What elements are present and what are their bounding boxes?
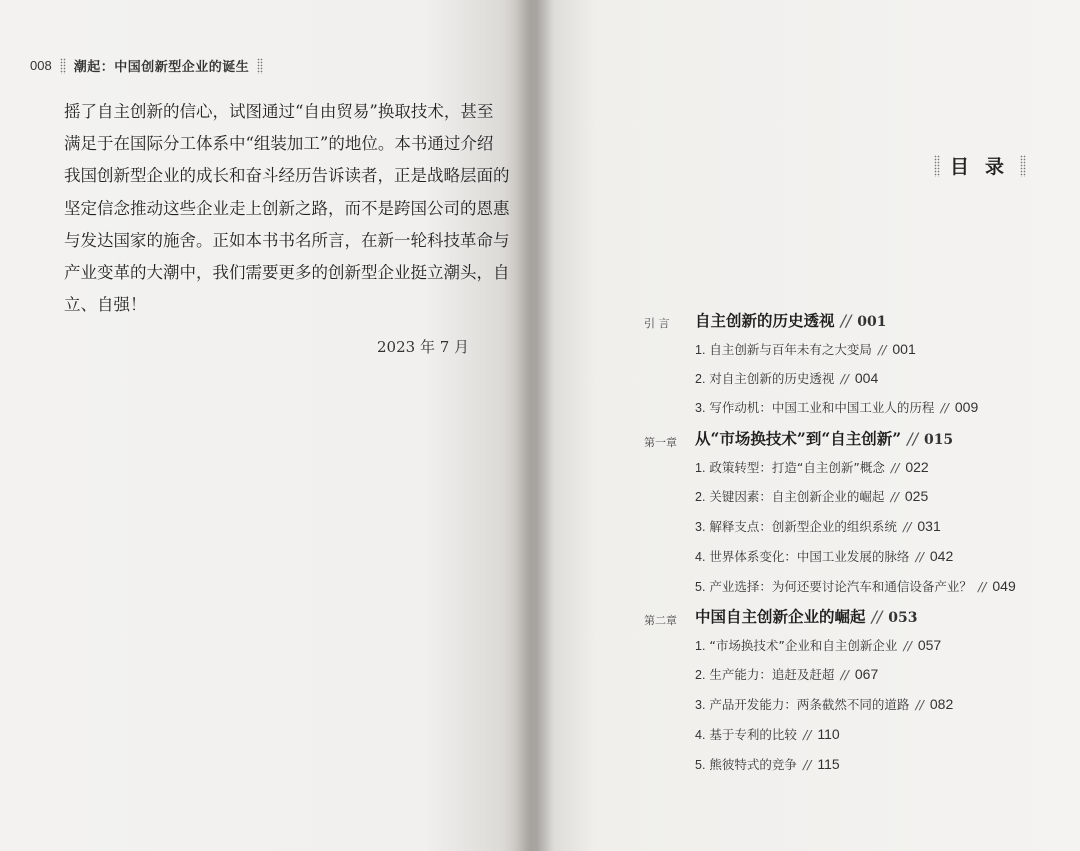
toc-section[interactable] [695, 398, 978, 416]
section-page: 110 [817, 726, 840, 742]
chapter-title: 中国自主创新企业的崛起 [695, 607, 866, 626]
section-title: 写作动机：中国工业和中国工业人的历程 [709, 400, 935, 415]
chapter-page: 001 [857, 314, 887, 330]
section-number: 3. [695, 401, 706, 415]
toc-section[interactable] [695, 755, 840, 773]
separator: // [890, 460, 900, 475]
separator: // [977, 579, 987, 594]
section-page: 082 [929, 696, 954, 712]
body-line: 坚定信念推动这些企业走上创新之路，而不是跨国公司的恩惠 [64, 198, 510, 218]
toc-section[interactable] [695, 695, 953, 713]
toc-section[interactable] [695, 458, 929, 476]
toc-chapter-2[interactable] [695, 605, 918, 627]
separator: // [802, 757, 812, 772]
section-title: 生产能力：追赶及赶超 [709, 667, 835, 682]
separator: // [840, 371, 849, 386]
chapter-2-label: 第二章 [644, 614, 677, 627]
section-title: 基于专利的比较 [709, 727, 797, 742]
body-line: 立、自强！ [64, 295, 147, 315]
body-line: 产业变革的大潮中，我们需要更多的创新型企业挺立潮头，自 [64, 263, 510, 283]
section-title: 自主创新与百年未有之大变局 [709, 342, 872, 357]
separator: // [915, 549, 924, 564]
section-number: 1. [695, 343, 706, 357]
section-page: 042 [929, 548, 954, 564]
toc-section[interactable] [695, 340, 916, 358]
body-line: 摇了自主创新的信心，试图通过“自由贸易”换取技术，甚至 [64, 102, 494, 121]
chapter-page: 015 [923, 432, 954, 448]
toc-section[interactable] [695, 547, 953, 565]
toc-section[interactable] [695, 636, 941, 654]
section-page: 049 [992, 578, 1016, 594]
toc-section[interactable] [695, 517, 941, 535]
section-page: 115 [817, 756, 840, 772]
section-page: 009 [954, 399, 979, 415]
body-line: 我国创新型企业的成长和奋斗经历告诉读者，正是战略层面的 [64, 166, 510, 186]
section-title: 产业选择：为何还要讨论汽车和通信设备产业？ [709, 579, 972, 594]
separator: // [840, 311, 852, 330]
toc-section[interactable] [695, 487, 928, 505]
section-page: 067 [854, 666, 879, 682]
section-page: 004 [854, 370, 879, 386]
chapter-title: 从“市场换技术”到“自主创新” [695, 429, 902, 448]
separator: // [802, 727, 812, 742]
section-number: 3. [695, 698, 706, 712]
section-number: 4. [695, 728, 706, 742]
section-title: 政策转型：打造“自主创新”概念 [709, 460, 885, 475]
separator: // [840, 667, 849, 682]
body-line: 满足于在国际分工体系中“组装加工”的地位。本书通过介绍 [64, 134, 494, 154]
section-number: 2. [695, 490, 706, 504]
section-number: 3. [695, 520, 706, 534]
separator: // [915, 697, 924, 712]
section-page: 022 [905, 459, 929, 475]
section-title: 产品开发能力：两条截然不同的道路 [709, 697, 910, 712]
toc-section[interactable] [695, 577, 1016, 595]
toc-section[interactable] [695, 725, 840, 743]
section-number: 4. [695, 550, 706, 564]
separator: // [940, 400, 949, 415]
section-page: 057 [917, 637, 942, 653]
chapter-title: 自主创新的历史透视 [695, 311, 835, 330]
section-number: 5. [695, 758, 706, 772]
toc-section[interactable] [695, 369, 878, 387]
section-number: 2. [695, 668, 706, 682]
separator: // [907, 429, 918, 448]
signature-date: 2023 年 7 月 [377, 338, 470, 356]
toc-section[interactable] [695, 665, 878, 683]
separator: // [903, 638, 912, 653]
body-line: 与发达国家的施舍。正如本书书名所言，在新一轮科技革命与 [64, 230, 510, 250]
section-number: 1. [695, 639, 706, 653]
section-title: 熊彼特式的竞争 [709, 757, 797, 772]
section-title: 世界体系变化：中国工业发展的脉络 [709, 549, 910, 564]
intro-label: 引 言 [644, 317, 670, 330]
section-title: 关键因素：自主创新企业的崛起 [709, 489, 885, 504]
section-title: “市场换技术”企业和自主创新企业 [709, 638, 898, 653]
running-title: 潮起：中国创新型企业的诞生 [73, 60, 250, 75]
toc-chapter-1[interactable] [695, 427, 953, 449]
section-number: 2. [695, 372, 706, 386]
separator: // [871, 607, 883, 626]
chapter-page: 053 [888, 610, 918, 626]
chapter-1-label: 第一章 [644, 436, 677, 449]
section-number: 5. [695, 580, 706, 594]
section-number: 1. [695, 461, 706, 475]
toc-chapter-intro[interactable] [695, 309, 887, 331]
section-page: 025 [904, 488, 929, 504]
separator: // [902, 519, 912, 534]
separator: // [890, 489, 899, 504]
separator: // [877, 342, 887, 357]
section-page: 031 [917, 518, 941, 534]
section-page: 001 [892, 341, 916, 357]
section-title: 解释支点：创新型企业的组织系统 [709, 519, 897, 534]
toc-title: 目录 [950, 156, 1021, 178]
page-number: 008 [30, 58, 52, 73]
section-title: 对自主创新的历史透视 [709, 371, 835, 386]
